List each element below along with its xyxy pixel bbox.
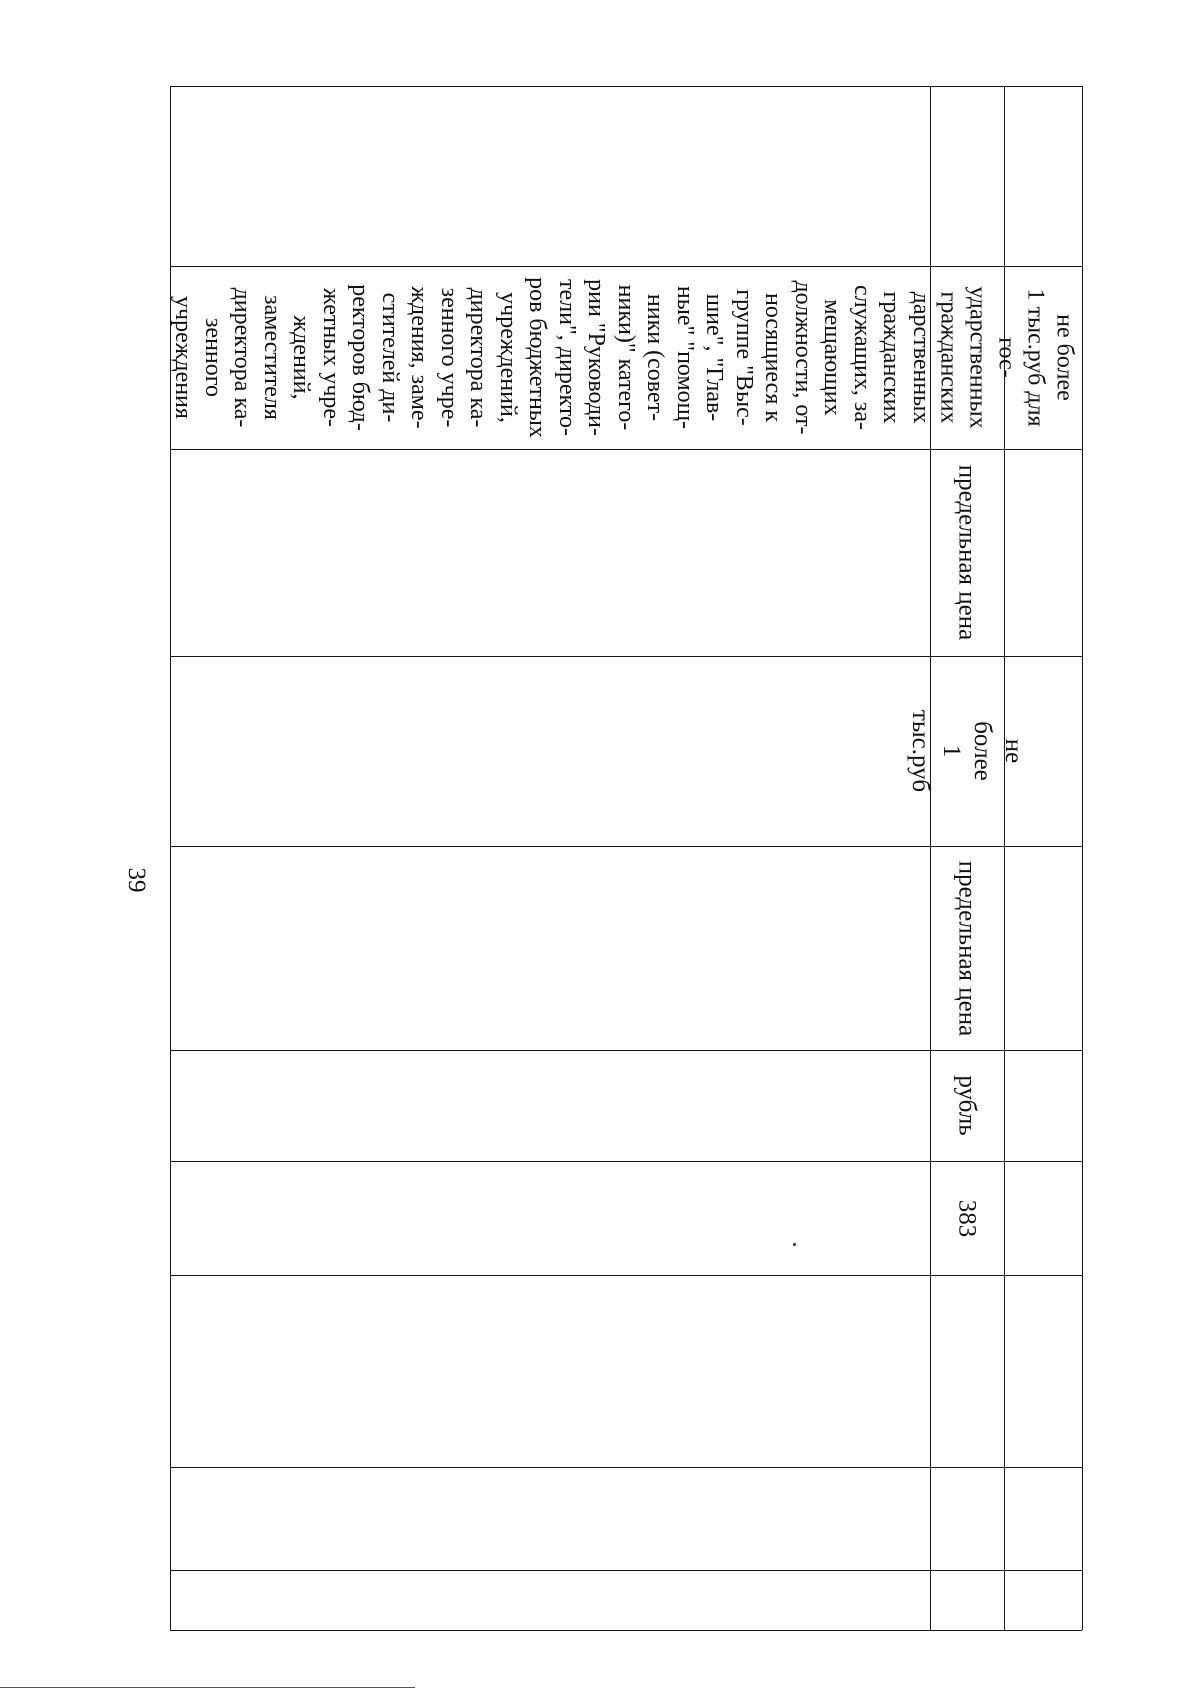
footer-rule bbox=[80, 1687, 415, 1688]
row-separator bbox=[170, 1467, 1082, 1468]
scan-speck bbox=[793, 1243, 796, 1246]
cell-text: 383 bbox=[953, 1199, 981, 1237]
footer-rule bbox=[0, 1687, 80, 1688]
cell-bottom-left bbox=[930, 266, 1082, 449]
cell-position-text bbox=[170, 266, 934, 449]
cell-limit-b bbox=[907, 656, 1028, 846]
cell-text: не более 1 тыс.руб bbox=[907, 709, 1028, 793]
cell-text: дарственных гражданских служащих, за- мещающих должности, от- носящиеся к группе "Выс- шие", "Глав- ные" "помощ- ники (совет- ники)" катего- рии "Руководи- тели", директо- ров бюджетных учреждений, директора ка- зенного учре- ждения, заме- стителей ди- ректоров бюд- жетных учре- ждений, заместителя директора ка- зенного учреждения bbox=[170, 277, 934, 438]
cell-text: рубль bbox=[953, 1075, 981, 1136]
table-border-bottom bbox=[170, 1630, 1082, 1631]
table-border-top bbox=[170, 86, 1082, 87]
row-separator bbox=[170, 1570, 1082, 1571]
cell-price-type-b bbox=[930, 846, 1004, 1050]
page-number: 39 bbox=[123, 867, 150, 893]
cell-text: предельная цена bbox=[953, 860, 981, 1036]
row-separator bbox=[170, 1275, 1082, 1276]
cell-text: не более 1 тыс.руб для гос- ударственных гражданских bbox=[935, 286, 1078, 429]
cell-code bbox=[930, 1161, 1004, 1275]
cell-unit bbox=[930, 1050, 1004, 1161]
cell-price-type-a bbox=[930, 449, 1004, 656]
cell-text: предельная цена bbox=[953, 464, 981, 641]
table-border-right bbox=[1082, 86, 1083, 1630]
